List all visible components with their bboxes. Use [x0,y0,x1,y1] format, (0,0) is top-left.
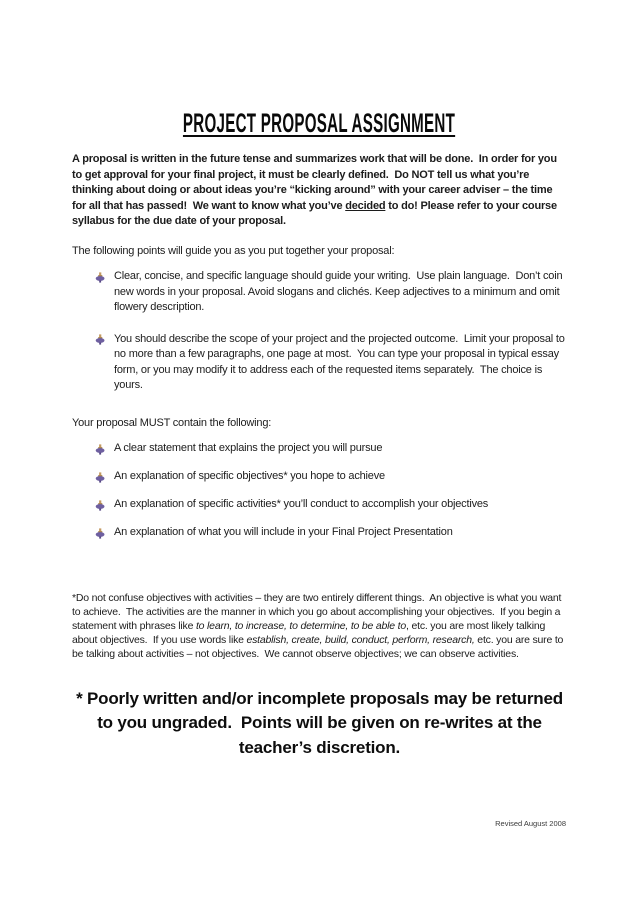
guide-list [72,269,567,394]
intro-text-before: A proposal is written in the future tense and summarizes work that will be done. In order for you to get approval for your final project, it must be clearly defined. Do NOT tell us what you’re thinking about doing or about ideas you’re “kicking around” with your career adviser – the time for all that has passed! We want to know what you’ve [72,153,560,212]
guide-point-1 [72,269,567,316]
intro-decided-underlined: decided [345,199,386,212]
guide-heading: The following points will guide you as you put together your proposal: [72,244,395,257]
footnote-text: , etc. you are most likely talking about objectives. If you use words like [72,619,548,646]
guide-point-text: Clear, concise, and specific language should guide your writing. Use plain language. Don’t coin new words in your proposal. Avoid slogans and clichés. Keep adjectives to a minimum and omit flowery description. [114,270,566,313]
pushpin-bullet-icon [95,528,105,539]
must-point-text: An explanation of specific activities* you’ll conduct to accomplish your objectives [114,498,489,510]
intro-text-after: to do! Please refer to your course syllabus for the due date of your proposal. [72,199,560,227]
must-heading: Your proposal MUST contain the following: [72,416,272,429]
must-point-2 [72,469,567,485]
pushpin-bullet-icon [95,334,105,345]
pushpin-bullet-icon [95,444,105,455]
footnote-paragraph [72,591,567,661]
guide-point-2 [72,332,567,394]
intro-paragraph [72,152,567,230]
page-title: PROJECT PROPOSAL ASSIGNMENT [183,108,456,138]
pushpin-bullet-icon [95,472,105,483]
must-point-text: An explanation of specific objectives* you hope to achieve [114,470,385,482]
must-point-3 [72,497,567,513]
warning-paragraph: * Poorly written and/or incomplete proposals may be returned to you ungraded. Points will be given on re-writes at the teacher’s discretion. [76,688,568,757]
guide-point-text: You should describe the scope of your project and the projected outcome. Limit your proposal to no more than a few paragraphs, one page at most. You can type your proposal in typical essay form, or you may modify it to address each of the requested items separately. The choice is yours. [114,332,568,391]
must-point-text: A clear statement that explains the project you will pursue [114,442,383,454]
must-list [72,441,567,541]
title-row [72,0,567,136]
must-point-1 [72,441,567,457]
pushpin-bullet-icon [95,272,105,283]
footnote-italic-objective-phrases: to learn, to increase, to determine, to be able to [195,619,407,632]
pushpin-bullet-icon [95,500,105,511]
must-point-text: An explanation of what you will include in your Final Project Presentation [114,526,453,538]
footnote-italic-activity-words: establish, create, build, conduct, perform, research, [246,633,475,646]
footnote-text: etc. you are sure to be talking about activities – not objectives. We cannot observe objectives; we can observe activities. [72,633,566,660]
must-point-4 [72,525,567,541]
revision-note: Revised August 2008 [495,819,566,828]
footnote-text: *Do not confuse objectives with activities – they are two entirely different things. An objective is what you want to achieve. The activities are the manner in which you go about accomplishing your objectives. If you begin a statement with phrases like [72,591,564,632]
